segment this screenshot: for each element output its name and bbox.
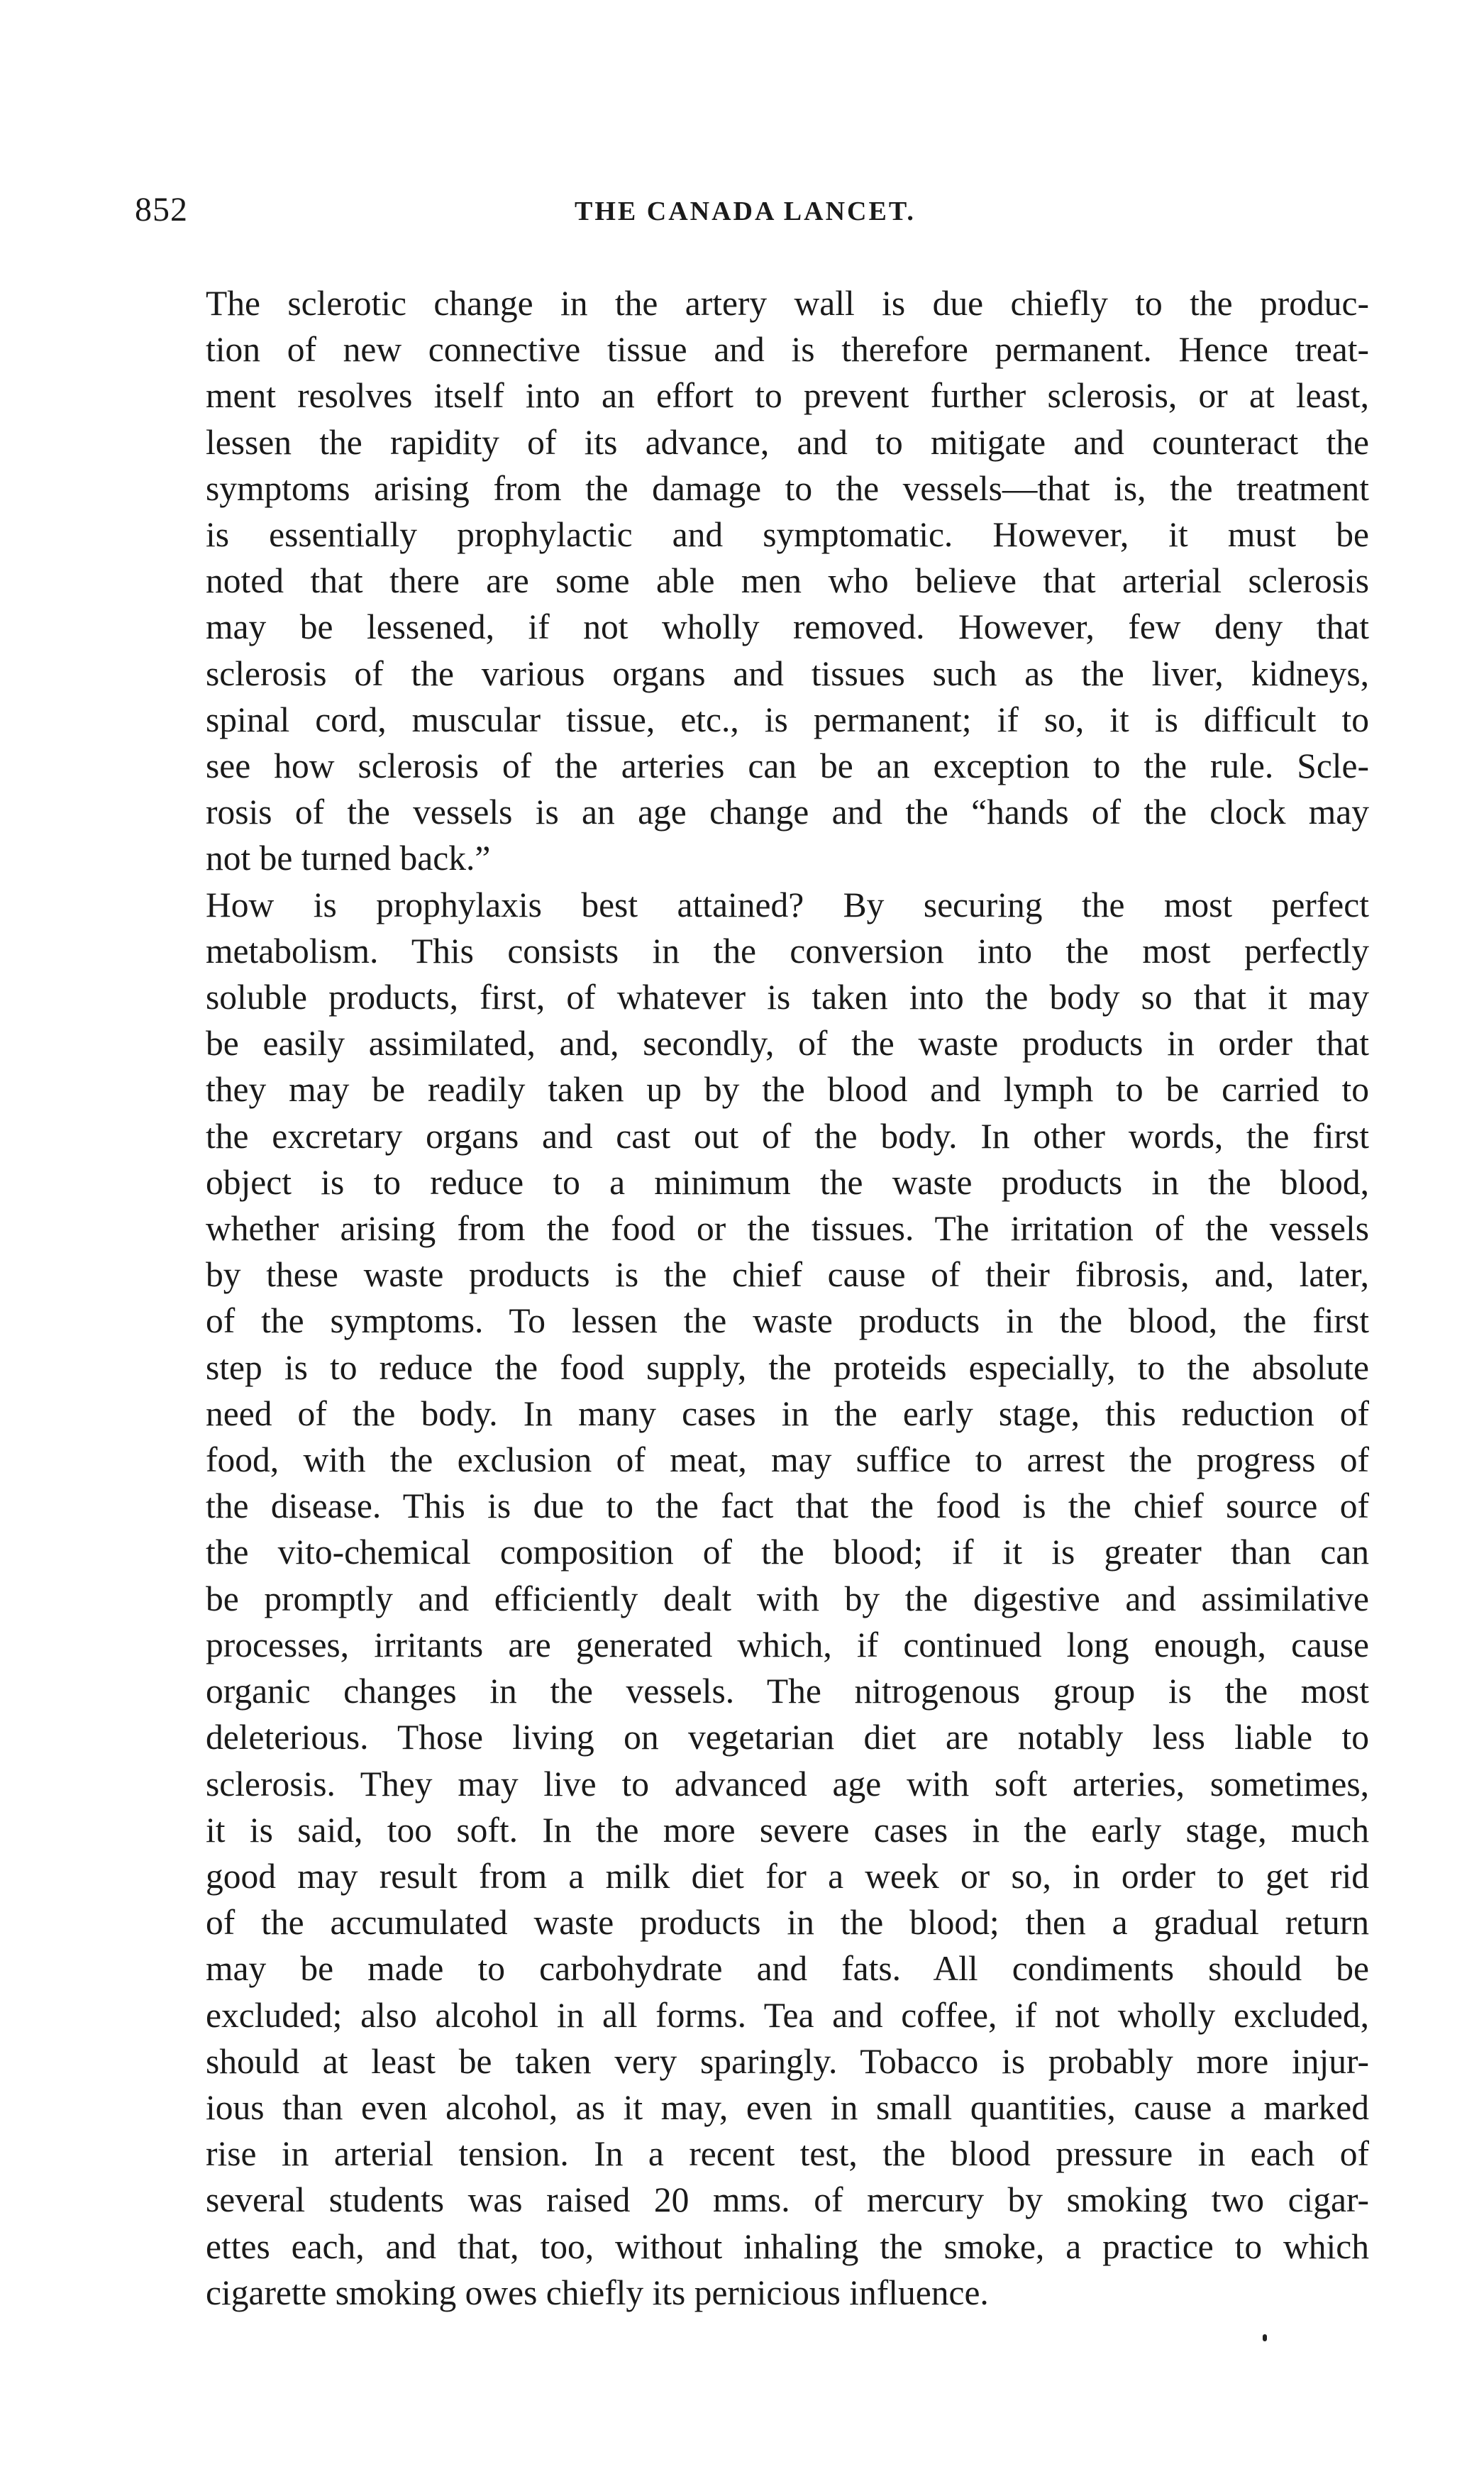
text-line: of the symptoms. To lessen the waste products in the blood, the first xyxy=(206,1301,1369,1341)
text-line: object is to reduce to a minimum the waste products in the blood, xyxy=(206,1162,1369,1202)
text-line: need of the body. In many cases in the early stage, this reduction of xyxy=(206,1393,1369,1433)
text-line: not be turned back.” xyxy=(206,839,491,878)
text-line: should at least be taken very sparingly. Tobacco is probably more injur- xyxy=(206,2041,1369,2081)
text-line: deleterious. Those living on vegetarian diet are notably less liable to xyxy=(206,1718,1369,1757)
text-line: sclerosis. They may live to advanced age with soft arteries, sometimes, xyxy=(206,1764,1369,1804)
text-line: How is prophylaxis best attained? By securing the most perfect xyxy=(206,885,1369,924)
text-line: metabolism. This consists in the conversion into the most perfectly xyxy=(206,931,1369,971)
text-line: spinal cord, muscular tissue, etc., is permanent; if so, it is difficult to xyxy=(206,700,1369,739)
text-line: of the accumulated waste products in the blood; then a gradual return xyxy=(206,1903,1369,1943)
text-line: the vito-chemical composition of the blood; if it is greater than can xyxy=(206,1533,1369,1572)
text-line: sclerosis of the various organs and tissues such as the liver, kidneys, xyxy=(206,653,1369,693)
paragraph-sclerotic-change xyxy=(121,280,1369,882)
running-title: THE CANADA LANCET. xyxy=(575,197,916,226)
text-line: they may be readily taken up by the blood and lymph to be carried to xyxy=(206,1070,1369,1110)
text-line: food, with the exclusion of meat, may suffice to arrest the progress of xyxy=(206,1440,1369,1480)
article-body xyxy=(121,280,1369,2316)
text-line: good may result from a milk diet for a week or so, in order to get rid xyxy=(206,1856,1369,1896)
page-header xyxy=(135,190,1366,240)
text-line: it is said, too soft. In the more severe cases in the early stage, much xyxy=(206,1810,1369,1850)
text-line: rise in arterial tension. In a recent test, the blood pressure in each of xyxy=(206,2134,1369,2174)
text-line: several students was raised 20 mms. of mercury by smoking two cigar- xyxy=(206,2180,1369,2220)
text-line: be easily assimilated, and, secondly, of the waste products in order that xyxy=(206,1024,1369,1064)
text-line: may be lessened, if not wholly removed. However, few deny that xyxy=(206,607,1369,647)
text-line: excluded; also alcohol in all forms. Tea and coffee, if not wholly excluded, xyxy=(206,1995,1369,2035)
text-line: organic changes in the vessels. The nitrogenous group is the most xyxy=(206,1672,1369,1711)
paragraph-prophylaxis xyxy=(121,882,1369,2316)
text-line: noted that there are some able men who believe that arterial sclerosis xyxy=(206,561,1369,601)
text-line: the excretary organs and cast out of the body. In other words, the first xyxy=(206,1116,1369,1156)
text-line: ious than even alcohol, as it may, even in small quantities, cause a marked xyxy=(206,2087,1369,2127)
text-line: lessen the rapidity of its advance, and to mitigate and counteract the xyxy=(206,422,1369,462)
text-line: see how sclerosis of the arteries can be an exception to the rule. Scle- xyxy=(206,746,1369,786)
text-line: tion of new connective tissue and is therefore permanent. Hence treat- xyxy=(206,330,1369,370)
text-line: ettes each, and that, too, without inhaling the smoke, a practice to which xyxy=(206,2226,1369,2266)
text-line: step is to reduce the food supply, the proteids especially, to the absolute xyxy=(206,1347,1369,1387)
text-line: rosis of the vessels is an age change and the “hands of the clock may xyxy=(206,793,1369,832)
text-line: The sclerotic change in the artery wall is due chiefly to the produc- xyxy=(206,284,1369,323)
text-line: ment resolves itself into an effort to prevent further sclerosis, or at least, xyxy=(206,376,1369,416)
page-number: 852 xyxy=(135,191,188,228)
text-line: symptoms arising from the damage to the vessels—that is, the treatment xyxy=(206,468,1369,508)
text-line: processes, irritants are generated which, if continued long enough, cause xyxy=(206,1625,1369,1664)
text-line: cigarette smoking owes chiefly its pernicious influence. xyxy=(206,2273,989,2312)
text-line: may be made to carbohydrate and fats. All condiments should be xyxy=(206,1949,1369,1989)
text-line: the disease. This is due to the fact that the food is the chief source of xyxy=(206,1486,1369,1526)
text-line: soluble products, first, of whatever is taken into the body so that it may xyxy=(206,978,1369,1017)
text-line: by these waste products is the chief cause of their fibrosis, and, later, xyxy=(206,1255,1369,1295)
print-speck xyxy=(1263,2334,1267,2341)
text-line: is essentially prophylactic and symptomatic. However, it must be xyxy=(206,515,1369,555)
text-line: be promptly and efficiently dealt with by the digestive and assimilative xyxy=(206,1579,1369,1618)
text-line: whether arising from the food or the tissues. The irritation of the vessels xyxy=(206,1209,1369,1249)
